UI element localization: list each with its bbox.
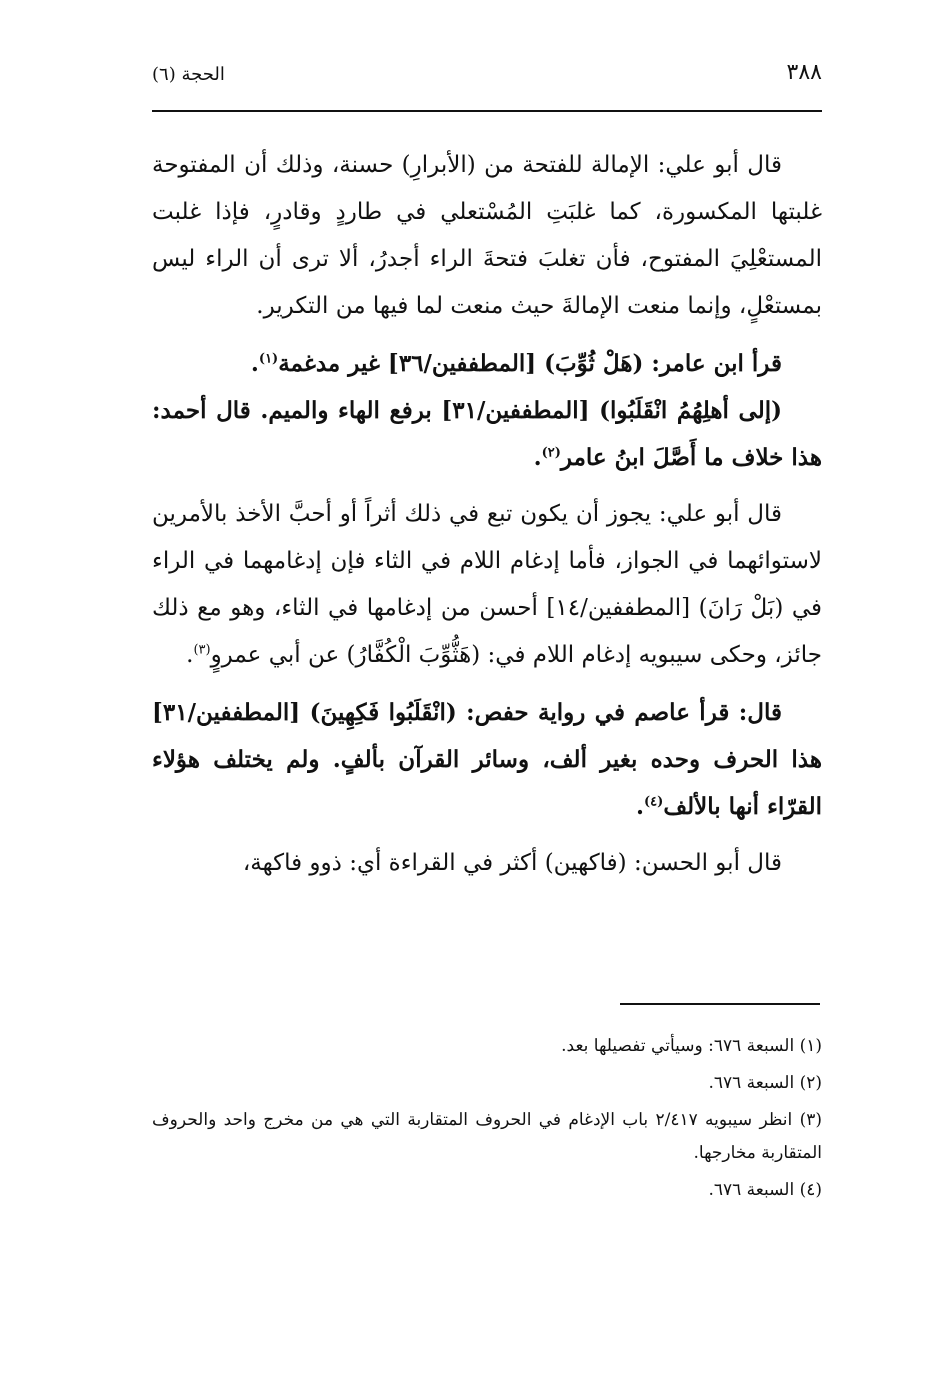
paragraph-asim-hafs: قال: قرأ عاصم في رواية حفص: (انْقَلَبُوا فَكِهِينَ) [المطففين/٣١] هذا الحرف وحده بغير ألف، وسائر القرآن بألفٍ. ولم يختلف هؤلاء القرّاء أنها بالألف$^{(٤)}$. bbox=[152, 699, 822, 820]
footnote-1: (١) السبعة ٦٧٦: وسيأتي تفصيلها بعد. bbox=[561, 1036, 822, 1056]
page-header bbox=[152, 58, 822, 98]
paragraph-ibn-amir-reading: قرأ ابن عامر: (هَلْ ثُوِّبَ) [المطففين/٣٦] غير مدغمة$^{(١)}$. bbox=[250, 350, 782, 377]
footnote-3: (٣) انظر سيبويه ٢/٤١٧ باب الإدغام في الحروف المتقاربة التي هي من مخرج واحد والحروف المتقاربة مخارجها. bbox=[152, 1110, 822, 1163]
footnote-ref-1: (١) bbox=[258, 351, 279, 367]
footnote-separator bbox=[620, 1003, 820, 1005]
paragraph-abu-ali-imala: قال أبو علي: الإمالة للفتحة من (الأبرارِ) حسنة، وذلك أن المفتوحة غلبتها المكسورة، كما غلبَتِ المُسْتعلي في طاردٍ وقادرٍ، فإذا غلبت المستعْلِيَ المفتوح، فأن تغلبَ فتحةَ الراء أجدرُ، ألا ترى أن الراء ليس بمستعْلٍ، وإنما منعت الإمالةَ حيث منعت لما فيها من التكرير. bbox=[152, 152, 822, 319]
paragraph-ila-ahlihim: (إلى أهلِهُمُ انْقَلَبُوا) [المطففين/٣١] برفع الهاء والميم. قال أحمد: هذا خلاف ما أَصَّلَ ابنُ عامر$^{(٢)}$. bbox=[152, 397, 822, 471]
footnote-4: (٤) السبعة ٦٧٦. bbox=[708, 1180, 822, 1200]
paragraph-abu-ali-idgham: قال أبو علي: يجوز أن يكون تبع في ذلك أثراً أو أحبَّ الأخذ بالأمرين لاستوائهما في الجواز، فأما إدغام اللام في الثاء فإن إدغامهما في الراء في (بَلْ رَانَ) [المطففين/١٤] أحسن من إدغامها في الثاء، وهو مع ذلك جائز، وحكى سيبويه إدغام اللام في: (هَثُّوِّبَ الْكُفَّارُ) عن أبي عمروٍ$^{(٣)}$. bbox=[152, 501, 822, 668]
footnote-ref-2: (٢) bbox=[541, 445, 561, 461]
page-number: ٣٨٨ bbox=[786, 60, 822, 85]
main-text bbox=[152, 142, 822, 897]
footnotes bbox=[152, 1030, 822, 1211]
running-title: الحجة (٦) bbox=[152, 64, 225, 85]
paragraph-abu-al-hasan: قال أبو الحسن: (فاكهين) أكثر في القراءة أي: ذوو فاكهة، bbox=[242, 850, 782, 876]
footnote-ref-3: (٣) bbox=[193, 642, 211, 658]
header-rule bbox=[152, 110, 822, 112]
footnote-2: (٢) السبعة ٦٧٦. bbox=[708, 1073, 822, 1093]
footnote-ref-4: (٤) bbox=[644, 794, 664, 810]
